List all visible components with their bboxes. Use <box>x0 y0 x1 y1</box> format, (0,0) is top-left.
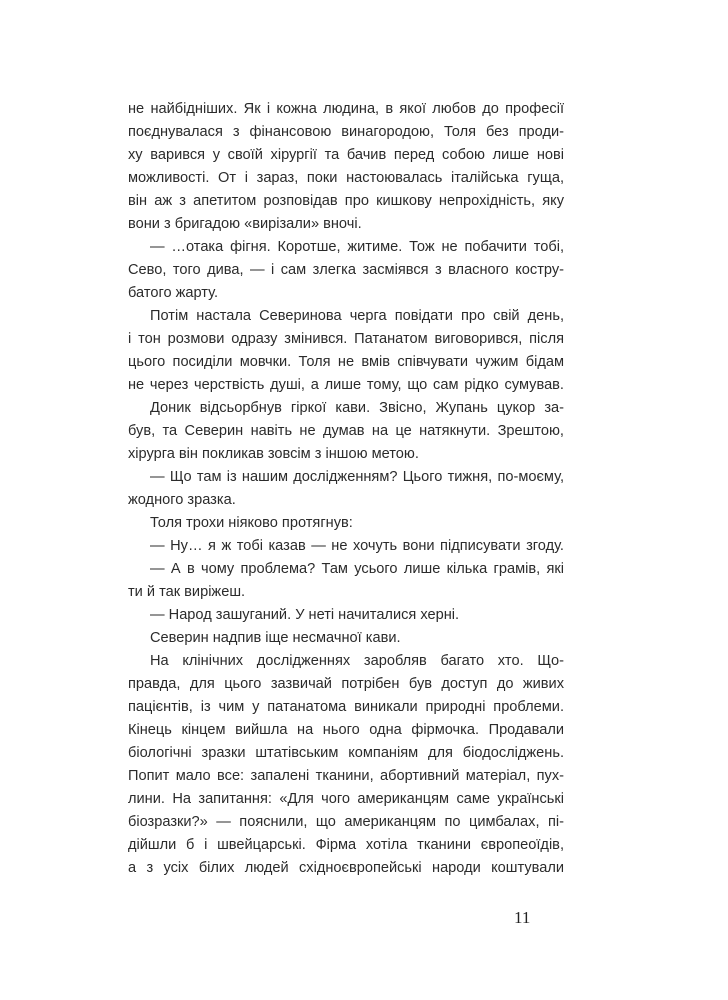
text-line: і тон розмови одразу змінився. Патанатом виговорився, після <box>128 331 564 347</box>
text-line: а з усіх білих людей східноєвропейські народи коштували <box>128 860 564 876</box>
page-body-text <box>128 98 564 880</box>
text-line: — …отака фігня. Коротше, житиме. Тож не побачити тобі, <box>150 239 564 255</box>
text-line: був, та Северин навіть не думав на це натякнути. Зрештою, <box>128 423 564 439</box>
text-line: жодного зразка. <box>128 492 236 508</box>
text-line: не через черствість душі, а лише тому, що сам рідко сумував. <box>128 377 564 393</box>
text-line: ху варився у своїй хірургії та бачив перед собою лише нові <box>128 147 564 163</box>
text-line: цього посиділи мовчки. Толя не вмів співчувати чужим бідам <box>128 354 564 370</box>
text-line: лини. На запитання: «Для чого американцям саме українські <box>128 791 564 807</box>
text-line: поєднувалася з фінансовою винагородою, Толя без проди- <box>128 124 564 140</box>
text-line: можливості. От і зараз, поки настоювалась італійська гуща, <box>128 170 564 186</box>
text-line: — Ну… я ж тобі казав — не хочуть вони підписувати згоду. <box>150 538 564 554</box>
text-line: він аж з апетитом розповідав про кишкову непрохідність, яку <box>128 193 564 209</box>
text-line: — Народ зашуганий. У неті начиталися херні. <box>150 607 460 623</box>
text-line: — А в чому проблема? Там усього лише кілька грамів, які <box>150 561 564 577</box>
text-line: Кінець кінцем вийшла на нього одна фірмочка. Продавали <box>128 722 564 738</box>
text-line: — Що там із нашим дослідженням? Цього тижня, по-моєму, <box>150 469 564 485</box>
text-line: не найбідніших. Як і кожна людина, в якої любов до професії <box>128 101 564 117</box>
page-number: 11 <box>514 908 531 927</box>
text-line: Попит мало все: запалені тканини, абортивний матеріал, пух- <box>128 768 564 784</box>
text-line: вони з бригадою «вирізали» вночі. <box>128 216 362 232</box>
text-line: пацієнтів, із чим у патанатома виникали природні проблеми. <box>128 699 564 715</box>
text-line: Потім настала Северинова черга повідати про свій день, <box>150 308 564 324</box>
text-line: ти й так виріжеш. <box>128 584 246 600</box>
text-line: Северин надпив іще несмачної кави. <box>150 630 401 646</box>
text-line: правда, для цього зазвичай потрібен був доступ до живих <box>128 676 564 692</box>
text-line: На клінічних дослідженнях заробляв багато хто. Що- <box>150 653 564 669</box>
text-line: біологічні зразки штатівським компаніям для біодосліджень. <box>128 745 564 761</box>
text-line: Толя трохи ніяково протягнув: <box>150 515 353 531</box>
text-line: Доник відсьорбнув гіркої кави. Звісно, Жупань цукор за- <box>150 400 564 416</box>
text-line: біозразки?» — пояснили, що американцям по цимбалах, пі- <box>128 814 564 830</box>
text-line: Сево, того дива, — і сам злегка засміявся з власного костру- <box>128 262 564 278</box>
text-line: батого жарту. <box>128 285 219 301</box>
text-line: хірурга він покликав зовсім з іншою метою. <box>128 446 419 462</box>
text-line: дійшли б і швейцарські. Фірма хотіла тканини європеоїдів, <box>128 837 564 853</box>
